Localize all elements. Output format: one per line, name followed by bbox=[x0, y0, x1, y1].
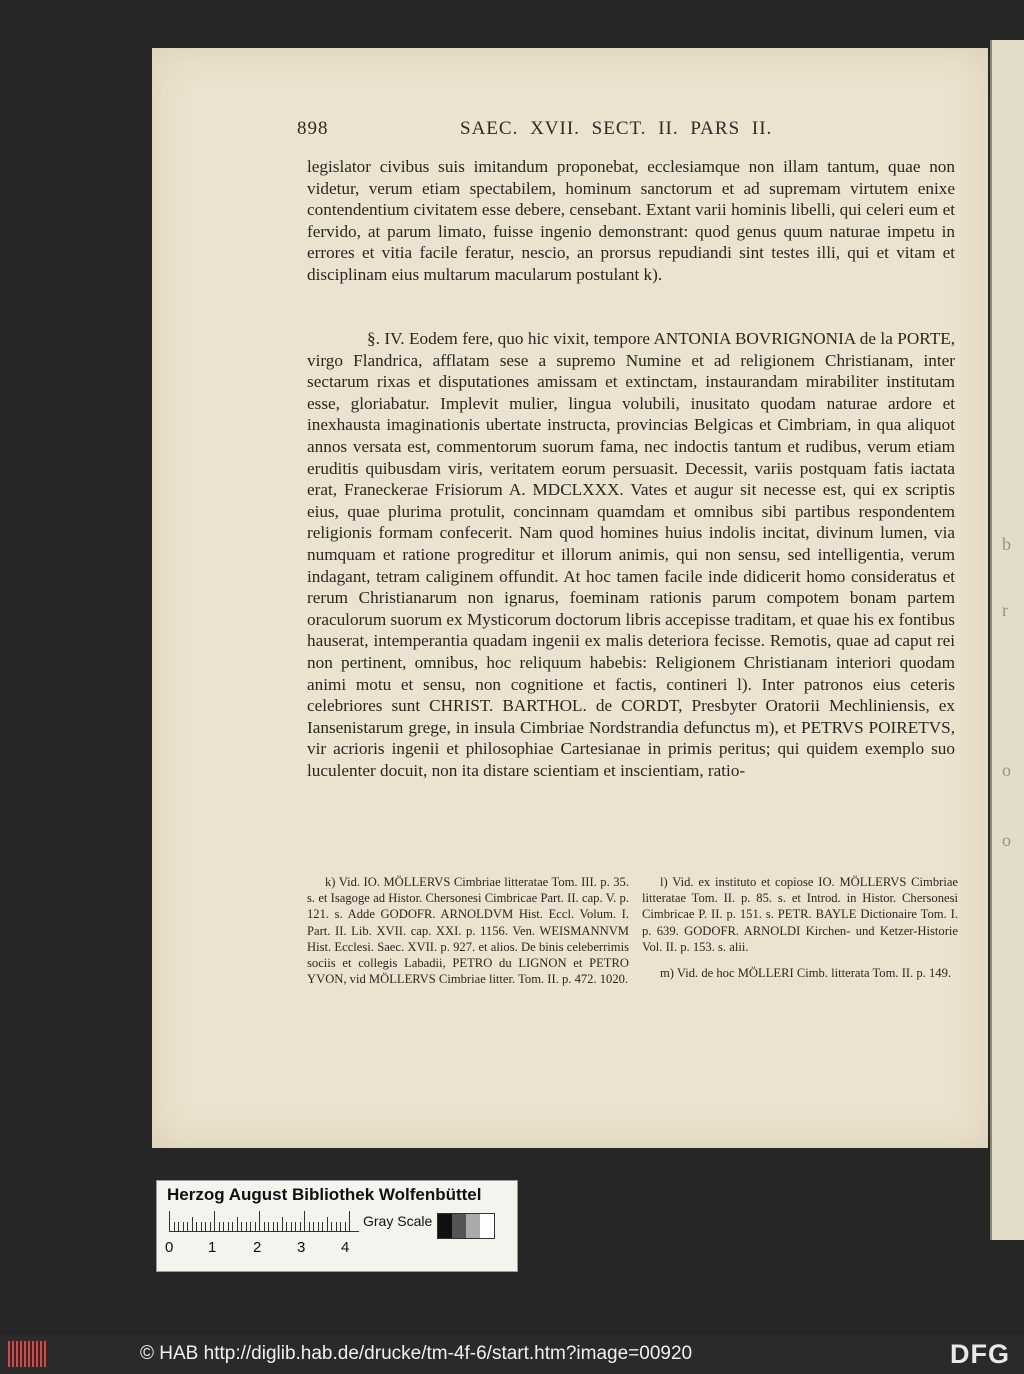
ruler-number: 4 bbox=[341, 1239, 350, 1256]
ruler-tick bbox=[286, 1222, 287, 1231]
footnote-m: m) Vid. de hoc MÖLLERI Cimb. litterata Tom. II. p. 149. bbox=[660, 966, 952, 981]
ruler-tick bbox=[304, 1211, 305, 1231]
ruler-tick bbox=[169, 1211, 170, 1231]
ruler-tick bbox=[232, 1222, 233, 1231]
ruler-tick bbox=[336, 1222, 337, 1231]
ruler-tick bbox=[174, 1222, 175, 1231]
ruler-number: 2 bbox=[253, 1239, 262, 1256]
ruler-tick bbox=[228, 1222, 229, 1231]
book-page bbox=[152, 48, 988, 1148]
ruler-tick bbox=[345, 1222, 346, 1231]
adjacent-page-edge: b r o o bbox=[990, 40, 1024, 1240]
ruler-number: 3 bbox=[297, 1239, 306, 1256]
ruler-tick bbox=[210, 1222, 211, 1231]
grayscale-label: Gray Scale bbox=[363, 1213, 433, 1229]
footnote-k: k) Vid. IO. MÖLLERVS Cimbriae litteratae Tom. III. p. 35. s. et Isagoge ad Histor. Chersonesi Cimbricae Part. II. cap. V. p. 121. s. Adde GODOFR. ARNOLDVM Hist. Eccl. Volum. I. Part. II. Lib. XVII. cap. XXI. p. 1156. Ven. WEISMANNVM Hist. Ecclesi. Saec. XVII. p. 927. et alios. De binis celeberrimis sociis et collegis Labadii, PETRO du LIGNON et PETRO YVON, vid MÖLLERVS Cimbriae litter. Tom. II. p. 472. 1020. bbox=[307, 875, 629, 987]
page-number: 898 bbox=[297, 118, 329, 139]
ruler-tick bbox=[277, 1222, 278, 1231]
ruler-tick bbox=[259, 1211, 260, 1231]
ruler-tick bbox=[250, 1222, 251, 1231]
copyright-link[interactable]: © HAB http://diglib.hab.de/drucke/tm-4f-6/start.htm?image=00920 bbox=[140, 1343, 693, 1364]
ruler-tick bbox=[237, 1217, 238, 1231]
hab-barcode-icon bbox=[8, 1341, 46, 1367]
ruler-tick bbox=[264, 1222, 265, 1231]
ruler-tick bbox=[322, 1222, 323, 1231]
ruler-tick bbox=[187, 1222, 188, 1231]
running-head-title: SAEC. XVII. SECT. II. PARS II. bbox=[460, 118, 773, 139]
grayscale-swatch bbox=[437, 1213, 495, 1239]
ruler-tick bbox=[223, 1222, 224, 1231]
ruler-tick bbox=[201, 1222, 202, 1231]
library-name: Herzog August Bibliothek Wolfenbüttel bbox=[167, 1185, 482, 1204]
library-color-chart-label bbox=[156, 1180, 518, 1272]
ruler-tick bbox=[291, 1222, 292, 1231]
ruler-number: 1 bbox=[208, 1239, 217, 1256]
ruler-tick bbox=[340, 1222, 341, 1231]
ruler-tick bbox=[255, 1222, 256, 1231]
ruler-tick bbox=[214, 1211, 215, 1231]
ruler-tick bbox=[349, 1211, 350, 1231]
paragraph-2: §. IV. Eodem fere, quo hic vixit, tempore ANTONIA BOVRIGNONIA de la PORTE, virgo Flandrica, afflatam sese a supremo Numine et ad religionem Christianam, inter sectarum rixas et disputationes amissam et extinctam, instaurandam mirabiliter institutam esse, gloriabatur. Implevit mulier, lingua volubili, inusitato quodam naturae ardore et inexhausta imaginationis ubertate instructa, provincias Belgicas et Cimbriam, in qua aliquot annos versata est, commentorum suorum fama, nec indoctis tantum et rudibus, verum etiam eruditis quibusdam viris, veritatem eorum persuasit. Decessit, variis postquam fatis iactata erat, Franeckerae Frisiorum A. MDCLXXX. Vates et augur sit necesse est, qui ex scriptis eius, quae plurima protulit, concinnam quamdam et omnibus sibi partibus respondentem religionis formam confecerit. Nam quod homines huius indolis incitat, divinum lumen, via numquam et ratione progreditur et illorum animis, qui non sensu, sed intelligentia, verum indagant, tetram caliginem offundit. At hoc tamen facile inde didicerit homo consideratus et rerum Christianarum non ignarus, foeminam rationis parum compotem bonam partem oraculorum suorum ex Mysticorum doctorum libris accepisse traditam, et quae his ex fontibus hauserat, intemperantia quadam ingenii ex malis deteriora fecisse. Remotis, quae ad caput rei non pertinent, omnibus, hoc reliquum habebis: Religionem Christianam interiori quodam animi motu et sensu, non cognitione et factis, contineri l). Inter patronos eius ceteris celebriores sunt CHRIST. BARTHOL. de CORDT, Presbyter Oratorii Mechliniensis, ex Iansenistarum grege, in insula Cimbriae Nordstrandia defunctus m), et PETRVS POIRETVS, vir acrioris ingenii et philosophiae Cartesianae in primis peritus; qui quidem exemplo suo luculenter docuit, non ita distare scientiam et inscientiam, ratio- bbox=[307, 329, 955, 780]
ruler-tick bbox=[327, 1217, 328, 1231]
ruler-tick bbox=[273, 1222, 274, 1231]
ruler-tick bbox=[331, 1222, 332, 1231]
ruler-tick bbox=[282, 1217, 283, 1231]
ruler-tick bbox=[205, 1222, 206, 1231]
footnotes-right-column bbox=[642, 874, 958, 991]
ruler-tick bbox=[318, 1222, 319, 1231]
ruler-number: 0 bbox=[165, 1239, 174, 1256]
ruler-tick bbox=[219, 1222, 220, 1231]
footnotes-left-column bbox=[307, 874, 629, 997]
footnote-l: l) Vid. ex instituto et copiose IO. MÖLLERVS Cimbriae litteratae Tom. II. p. 85. s. et Introd. in Histor. Chersonesi Cimbricae P. II. p. 151. s. PETR. BAYLE Dictionaire Tom. I. p. 639. GODOFR. ARNOLDI Kirchen- und Ketzer-Historie Vol. II. p. 153. s. alii. bbox=[642, 875, 958, 954]
dfg-logo: DFG bbox=[950, 1339, 1010, 1369]
scale-ruler bbox=[169, 1209, 359, 1232]
ruler-tick bbox=[268, 1222, 269, 1231]
paragraph-1: legislator civibus suis imitandum proponebat, ecclesiamque non illam tantum, quae non videtur, verum etiam spectabilem, hominum sanctorum et ad supremam virtutem enixe contendentium civitatem esse debere, censebant. Extant varii hominis libelli, qui celeri eum et fervido, at parum limato, fuisse ingenio demonstrant: quod genus quum naturae impetu in errores et vitia facile feratur, nescio, an prorsus repudiandi sint testes illi, qui et vitam et disciplinam eius multarum macularum postulant k). bbox=[307, 157, 955, 284]
ruler-tick bbox=[246, 1222, 247, 1231]
ruler-tick bbox=[300, 1222, 301, 1231]
ruler-tick bbox=[309, 1222, 310, 1231]
ruler-tick bbox=[241, 1222, 242, 1231]
ruler-tick bbox=[295, 1222, 296, 1231]
ruler-tick bbox=[178, 1222, 179, 1231]
ruler-tick bbox=[183, 1222, 184, 1231]
ruler-tick bbox=[192, 1217, 193, 1231]
ruler-tick bbox=[196, 1222, 197, 1231]
viewer-footer bbox=[0, 1335, 1024, 1374]
ruler-tick bbox=[313, 1222, 314, 1231]
